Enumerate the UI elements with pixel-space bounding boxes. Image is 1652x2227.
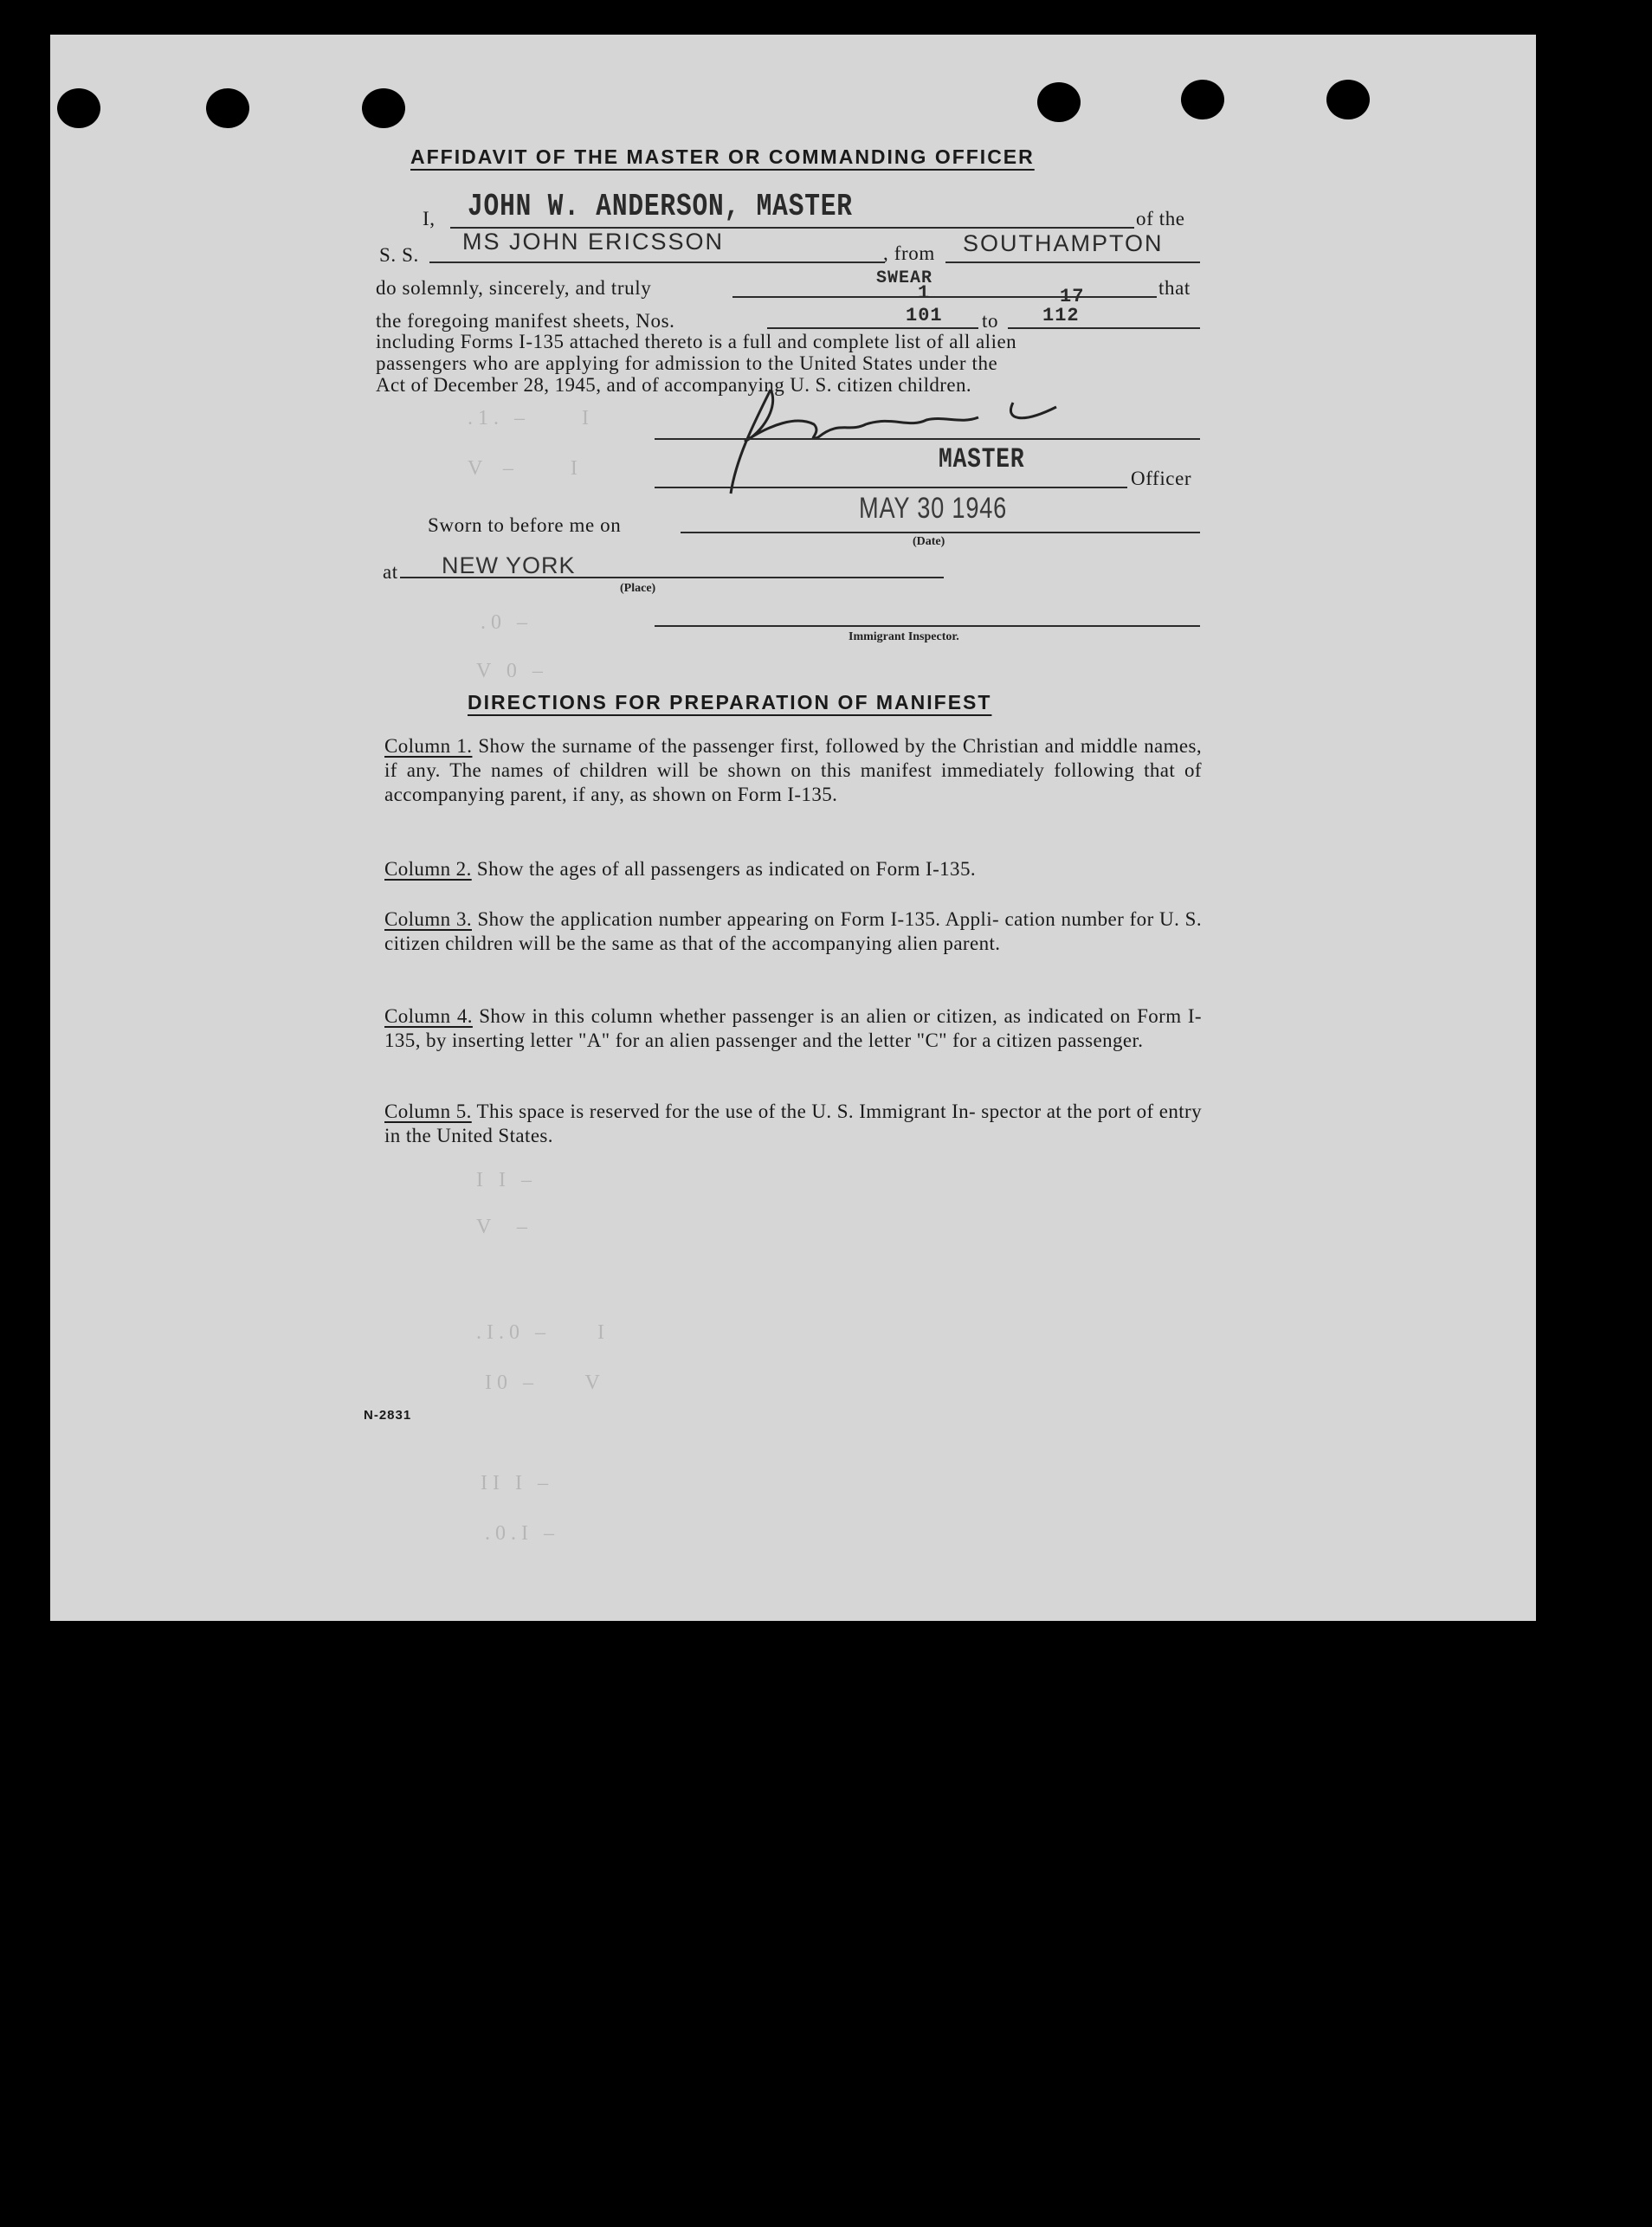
directions-column-4 bbox=[384, 1004, 1202, 1053]
affidavit-title: AFFIDAVIT OF THE MASTER OR COMMANDING OFFICER bbox=[410, 145, 1035, 168]
directions-line: Show the application number appearing on Form I-135. Appli- bbox=[477, 908, 1000, 930]
bleed-through-mark: V – I bbox=[468, 457, 578, 480]
affidavit-body-line: Act of December 28, 1945, and of accompanying U. S. citizen children. bbox=[376, 374, 971, 396]
foregoing-label: the foregoing manifest sheets, Nos. bbox=[376, 310, 675, 332]
vessel-name: MS JOHN ERICSSON bbox=[462, 229, 725, 255]
nos-from: 101 bbox=[906, 305, 943, 326]
directions-title: DIRECTIONS FOR PREPARATION OF MANIFEST bbox=[468, 691, 992, 713]
punch-hole bbox=[206, 88, 249, 128]
punch-hole bbox=[1326, 80, 1370, 119]
i-label: I, bbox=[423, 208, 436, 229]
directions-column-1 bbox=[384, 734, 1202, 807]
officer-label: Officer bbox=[1131, 468, 1192, 489]
inspector-caption: Immigrant Inspector. bbox=[849, 630, 959, 643]
column-label: Column 5. bbox=[384, 1101, 472, 1122]
that-label: that bbox=[1158, 277, 1191, 299]
punch-hole bbox=[1181, 80, 1224, 119]
affidavit-body-line: including Forms I-135 attached thereto is a full and complete list of all alien bbox=[376, 331, 1017, 352]
directions-line: This space is reserved for the use of the U. S. Immigrant In- bbox=[476, 1101, 977, 1122]
column-label: Column 1. bbox=[384, 735, 473, 757]
column-label: Column 3. bbox=[384, 908, 472, 930]
solemnly-label: do solemnly, sincerely, and truly bbox=[376, 277, 652, 299]
date-caption: (Date) bbox=[913, 535, 945, 548]
bleed-through-mark: . 0 . I – bbox=[485, 1522, 554, 1545]
master-signature bbox=[719, 372, 1082, 502]
directions-line: cation number for U. S. citizen children will be the same as that of the bbox=[384, 908, 1202, 954]
sheet-to: 17 bbox=[1060, 286, 1085, 307]
directions-line: as indicated on Form I-135, by inserting letter "A" for an alien passenger and bbox=[384, 1005, 1202, 1051]
sworn-place: NEW YORK bbox=[442, 552, 576, 578]
bleed-through-mark: I 0 – V bbox=[485, 1372, 600, 1394]
directions-column-5 bbox=[384, 1100, 1202, 1148]
sworn-date-stamp: MAY 30 1946 bbox=[859, 492, 1008, 525]
form-number: N-2831 bbox=[364, 1408, 412, 1423]
directions-line: this manifest immediately following that of accompanying parent, if any, as bbox=[384, 759, 1202, 805]
column-label: Column 4. bbox=[384, 1005, 473, 1027]
bleed-through-mark: I I I – bbox=[481, 1472, 548, 1494]
punch-hole bbox=[362, 88, 405, 128]
directions-line: Show the surname of the passenger first, followed by the bbox=[478, 735, 957, 757]
nos-to: 112 bbox=[1042, 305, 1080, 326]
master-name-stamp: JOHN W. ANDERSON, MASTER bbox=[468, 189, 853, 224]
affidavit-body-line: passengers who are applying for admission to the United States under the bbox=[376, 352, 998, 374]
directions-line: accompanying alien parent. bbox=[771, 933, 1001, 954]
punch-hole bbox=[57, 88, 100, 128]
directions-line: Show the ages of all passengers as indicated on Form I-135. bbox=[476, 858, 977, 880]
bleed-through-mark: V – bbox=[476, 1216, 527, 1238]
directions-line: spector at the port of entry in the United States. bbox=[384, 1101, 1202, 1146]
sheet-from: 1 bbox=[918, 282, 931, 304]
bleed-through-mark: . I . 0 – I bbox=[476, 1321, 604, 1344]
directions-line: the letter "C" for a citizen passenger. bbox=[837, 1030, 1144, 1051]
sworn-label: Sworn to before me on bbox=[428, 514, 622, 536]
bleed-through-mark: V 0 – bbox=[476, 660, 543, 682]
bleed-through-mark: . 0 – bbox=[481, 611, 527, 634]
of-the-label: of the bbox=[1136, 208, 1185, 229]
punch-hole bbox=[1037, 82, 1081, 122]
bleed-through-mark: I I – bbox=[476, 1169, 532, 1191]
to-label: to bbox=[982, 310, 999, 332]
ss-label: S. S. bbox=[379, 244, 419, 266]
directions-line: Show in this column whether passenger is an alien or citizen, bbox=[479, 1005, 998, 1027]
directions-line: shown on Form I-135. bbox=[652, 784, 838, 805]
port-from: SOUTHAMPTON bbox=[963, 230, 1164, 256]
title-stamp: MASTER bbox=[939, 443, 1025, 475]
swear-stamp: SWEAR bbox=[876, 268, 933, 288]
place-caption: (Place) bbox=[620, 582, 656, 595]
from-label: , from bbox=[883, 242, 935, 264]
bleed-through-mark: . 1 . – I bbox=[468, 407, 589, 429]
column-label: Column 2. bbox=[384, 858, 472, 880]
document-page bbox=[50, 35, 1536, 1621]
directions-line: Christian and middle names, if any. The names of children will be shown on bbox=[384, 735, 1202, 781]
at-label: at bbox=[383, 561, 398, 583]
directions-column-2 bbox=[384, 857, 1202, 881]
directions-column-3 bbox=[384, 907, 1202, 956]
